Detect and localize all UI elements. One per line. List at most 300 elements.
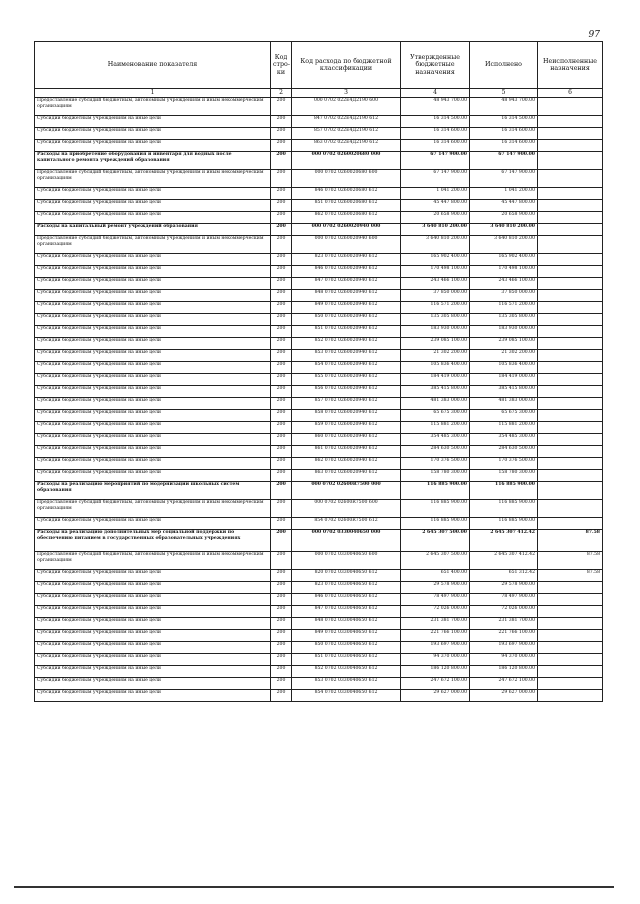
line-code-cell: 200 <box>271 314 292 326</box>
executed-cell: 481 383 000.00 <box>470 398 538 410</box>
unexecuted-cell <box>538 266 603 278</box>
expense-code-cell: 850 0702 0330040650 612 <box>292 642 401 654</box>
line-code-cell: 200 <box>271 128 292 140</box>
expense-code-cell: 851 0702 0260020680 612 <box>292 200 401 212</box>
line-code-cell: 200 <box>271 552 292 570</box>
table-row <box>35 362 603 374</box>
executed-cell: 1 041 200.00 <box>470 188 538 200</box>
line-code-cell: 200 <box>271 170 292 188</box>
executed-cell: 193 697 900.00 <box>470 642 538 654</box>
approved-cell: 184 419 000.00 <box>401 374 470 386</box>
line-code-cell: 200 <box>271 152 292 170</box>
table-row <box>35 170 603 188</box>
executed-cell: 16 314 600.00 <box>470 128 538 140</box>
unexecuted-cell <box>538 482 603 500</box>
executed-cell: 184 419 000.00 <box>470 374 538 386</box>
line-code-cell: 200 <box>271 446 292 458</box>
header-unexecuted: Неисполненные назначения <box>538 42 603 89</box>
executed-cell: 170 498 100.00 <box>470 266 538 278</box>
approved-cell: 170 498 100.00 <box>401 266 470 278</box>
name-cell: Субсидии бюджетным учреждениям на иные цели <box>35 362 271 374</box>
unexecuted-cell <box>538 200 603 212</box>
executed-cell: 67 147 900.00 <box>470 170 538 188</box>
line-code-cell: 200 <box>271 410 292 422</box>
expense-code-cell: 862 0702 0260020680 612 <box>292 212 401 224</box>
table-row <box>35 152 603 170</box>
executed-cell: 37 850 000.00 <box>470 290 538 302</box>
line-code-cell: 200 <box>271 642 292 654</box>
unexecuted-cell <box>538 642 603 654</box>
line-code-cell: 200 <box>271 254 292 266</box>
name-cell: Субсидии бюджетным учреждениям на иные цели <box>35 458 271 470</box>
line-code-cell: 200 <box>271 582 292 594</box>
approved-cell: 94 370 000.00 <box>401 654 470 666</box>
unexecuted-cell <box>538 470 603 482</box>
executed-cell: 116 571 200.00 <box>470 302 538 314</box>
approved-cell: 3 640 810 200.00 <box>401 236 470 254</box>
table-row <box>35 690 603 702</box>
unexecuted-cell <box>538 350 603 362</box>
executed-cell: 45 447 800.00 <box>470 200 538 212</box>
expense-code-cell: 854 0702 0330040650 612 <box>292 690 401 702</box>
table-row <box>35 266 603 278</box>
unexecuted-cell <box>538 594 603 606</box>
executed-cell: 16 314 600.00 <box>470 140 538 152</box>
unexecuted-cell <box>538 338 603 350</box>
unexecuted-cell: 87.58 <box>538 530 603 552</box>
expense-code-cell: 857 0702 022Е4Д2190 612 <box>292 128 401 140</box>
table-row <box>35 398 603 410</box>
unexecuted-cell <box>538 690 603 702</box>
executed-cell: 2 645 307 412.42 <box>470 552 538 570</box>
unexecuted-cell <box>538 224 603 236</box>
unexecuted-cell <box>538 236 603 254</box>
executed-cell: 20 658 900.00 <box>470 212 538 224</box>
expense-code-cell: 000 0702 0330040650 000 <box>292 530 401 552</box>
table-body <box>35 98 603 702</box>
executed-cell: 3 640 810 200.00 <box>470 236 538 254</box>
table-row <box>35 236 603 254</box>
name-cell: Расходы на приобретение оборудования и инвентаря для водных после капитального ремонта учреждений образования <box>35 152 271 170</box>
line-code-cell: 200 <box>271 362 292 374</box>
expense-code-cell: 860 0702 0260020940 612 <box>292 434 401 446</box>
expense-code-cell: 847 0702 0330040650 612 <box>292 606 401 618</box>
line-code-cell: 200 <box>271 224 292 236</box>
table-row <box>35 278 603 290</box>
unexecuted-cell <box>538 314 603 326</box>
expense-code-cell: 857 0702 0260020940 612 <box>292 398 401 410</box>
table-row <box>35 518 603 530</box>
expense-code-cell: 856 0702 0260020940 612 <box>292 386 401 398</box>
executed-cell: 183 930 000.00 <box>470 326 538 338</box>
unexecuted-cell <box>538 212 603 224</box>
executed-cell: 135 305 800.00 <box>470 314 538 326</box>
column-number: 3 <box>292 89 401 98</box>
line-code-cell: 200 <box>271 500 292 518</box>
line-code-cell: 200 <box>271 654 292 666</box>
executed-cell: 48 943 700.00 <box>470 98 538 116</box>
expense-code-cell: 846 0702 0330040650 612 <box>292 594 401 606</box>
expense-code-cell: 848 0702 0260020940 612 <box>292 290 401 302</box>
line-code-cell: 200 <box>271 434 292 446</box>
approved-cell: 135 305 800.00 <box>401 314 470 326</box>
unexecuted-cell <box>538 500 603 518</box>
executed-cell: 72 026 000.00 <box>470 606 538 618</box>
table-row <box>35 128 603 140</box>
executed-cell: 3 640 810 200.00 <box>470 224 538 236</box>
line-code-cell: 200 <box>271 422 292 434</box>
expense-code-cell: 000 0702 0260020680 600 <box>292 170 401 188</box>
table-row <box>35 116 603 128</box>
approved-cell: 65 675 300.00 <box>401 410 470 422</box>
executed-cell: 29 578 900.00 <box>470 582 538 594</box>
expense-code-cell: 823 0702 0260020940 612 <box>292 254 401 266</box>
line-code-cell: 200 <box>271 666 292 678</box>
column-number: 6 <box>538 89 603 98</box>
unexecuted-cell <box>538 116 603 128</box>
line-code-cell: 200 <box>271 116 292 128</box>
expense-code-cell: 863 0702 0260020940 612 <box>292 470 401 482</box>
name-cell: Субсидии бюджетным учреждениям на иные цели <box>35 278 271 290</box>
unexecuted-cell <box>538 630 603 642</box>
name-cell: Субсидии бюджетным учреждениям на иные цели <box>35 422 271 434</box>
executed-cell: 116 885 900.00 <box>470 518 538 530</box>
name-cell: Предоставление субсидий бюджетным, автономным учреждениям и иным некоммерческим организациям <box>35 170 271 188</box>
unexecuted-cell: 87.58 <box>538 570 603 582</box>
table-row <box>35 618 603 630</box>
approved-cell: 105 836 400.00 <box>401 362 470 374</box>
approved-cell: 3 640 810 200.00 <box>401 224 470 236</box>
name-cell: Предоставление субсидий бюджетным, автономным учреждениям и иным некоммерческим организациям <box>35 236 271 254</box>
executed-cell: 231 381 700.00 <box>470 618 538 630</box>
unexecuted-cell <box>538 446 603 458</box>
approved-cell: 21 302 200.00 <box>401 350 470 362</box>
header-executed: Исполнено <box>470 42 538 89</box>
expense-code-cell: 000 0702 02600R7500 000 <box>292 482 401 500</box>
name-cell: Субсидии бюджетным учреждениям на иные цели <box>35 410 271 422</box>
approved-cell: 481 383 000.00 <box>401 398 470 410</box>
unexecuted-cell <box>538 410 603 422</box>
unexecuted-cell <box>538 582 603 594</box>
executed-cell: 78 497 900.00 <box>470 594 538 606</box>
line-code-cell: 200 <box>271 482 292 500</box>
table-row <box>35 654 603 666</box>
name-cell: Предоставление субсидий бюджетным, автономным учреждениям и иным некоммерческим организациям <box>35 98 271 116</box>
approved-cell: 116 885 900.00 <box>401 500 470 518</box>
table-row <box>35 290 603 302</box>
approved-cell: 67 147 900.00 <box>401 152 470 170</box>
name-cell: Субсидии бюджетным учреждениям на иные цели <box>35 386 271 398</box>
approved-cell: 116 571 200.00 <box>401 302 470 314</box>
executed-cell: 105 836 400.00 <box>470 362 538 374</box>
table-row <box>35 530 603 552</box>
expense-code-cell: 853 0702 0330040650 612 <box>292 678 401 690</box>
approved-cell: 247 672 100.00 <box>401 678 470 690</box>
table-row <box>35 642 603 654</box>
name-cell: Субсидии бюджетным учреждениям на иные цели <box>35 654 271 666</box>
approved-cell: 651 400.00 <box>401 570 470 582</box>
header-line-code: Код стро-ки <box>271 42 292 89</box>
expense-code-cell: 000 0702 022Е4Д2190 600 <box>292 98 401 116</box>
table-row <box>35 140 603 152</box>
executed-cell: 94 370 000.00 <box>470 654 538 666</box>
name-cell: Субсидии бюджетным учреждениям на иные цели <box>35 188 271 200</box>
column-number: 5 <box>470 89 538 98</box>
unexecuted-cell <box>538 152 603 170</box>
name-cell: Субсидии бюджетным учреждениям на иные цели <box>35 398 271 410</box>
expense-code-cell: 000 0702 02600R7500 600 <box>292 500 401 518</box>
line-code-cell: 200 <box>271 678 292 690</box>
name-cell: Субсидии бюджетным учреждениям на иные цели <box>35 618 271 630</box>
name-cell: Субсидии бюджетным учреждениям на иные цели <box>35 434 271 446</box>
executed-cell: 116 885 900.00 <box>470 482 538 500</box>
name-cell: Субсидии бюджетным учреждениям на иные цели <box>35 690 271 702</box>
executed-cell: 65 675 300.00 <box>470 410 538 422</box>
unexecuted-cell <box>538 422 603 434</box>
table-row <box>35 410 603 422</box>
expense-code-cell: 855 0702 0260020940 612 <box>292 374 401 386</box>
unexecuted-cell <box>538 666 603 678</box>
expense-code-cell: 862 0702 0260020940 612 <box>292 458 401 470</box>
name-cell: Предоставление субсидий бюджетным, автономным учреждениям и иным некоммерческим организациям <box>35 500 271 518</box>
expense-code-cell: 847 0702 022Е4Д2190 612 <box>292 116 401 128</box>
line-code-cell: 200 <box>271 570 292 582</box>
line-code-cell: 200 <box>271 302 292 314</box>
table-row <box>35 200 603 212</box>
approved-cell: 284 630 500.00 <box>401 446 470 458</box>
name-cell: Субсидии бюджетным учреждениям на иные цели <box>35 326 271 338</box>
approved-cell: 16 314 600.00 <box>401 140 470 152</box>
unexecuted-cell <box>538 302 603 314</box>
approved-cell: 221 766 100.00 <box>401 630 470 642</box>
name-cell: Расходы на реализацию дополнительных мер социальной поддержки по обеспечению питанием в государственных образовательных учреждениях <box>35 530 271 552</box>
unexecuted-cell <box>538 654 603 666</box>
unexecuted-cell <box>538 326 603 338</box>
table-row <box>35 350 603 362</box>
line-code-cell: 200 <box>271 530 292 552</box>
line-code-cell: 200 <box>271 594 292 606</box>
table-row <box>35 482 603 500</box>
table-row <box>35 386 603 398</box>
table-row <box>35 458 603 470</box>
approved-cell: 186 120 800.00 <box>401 666 470 678</box>
unexecuted-cell <box>538 170 603 188</box>
approved-cell: 116 885 900.00 <box>401 518 470 530</box>
executed-cell: 243 466 100.00 <box>470 278 538 290</box>
executed-cell: 239 085 100.00 <box>470 338 538 350</box>
expense-code-cell: 850 0702 0260020940 612 <box>292 314 401 326</box>
executed-cell: 67 147 900.00 <box>470 152 538 170</box>
approved-cell: 183 930 000.00 <box>401 326 470 338</box>
approved-cell: 48 943 700.00 <box>401 98 470 116</box>
line-code-cell: 200 <box>271 518 292 530</box>
line-code-cell: 200 <box>271 290 292 302</box>
line-code-cell: 200 <box>271 470 292 482</box>
table-row <box>35 254 603 266</box>
line-code-cell: 200 <box>271 386 292 398</box>
expense-code-cell: 000 0702 0260020940 000 <box>292 224 401 236</box>
line-code-cell: 200 <box>271 606 292 618</box>
unexecuted-cell <box>538 98 603 116</box>
approved-cell: 72 026 000.00 <box>401 606 470 618</box>
name-cell: Расходы на реализацию мероприятий по модернизации школьных систем образования <box>35 482 271 500</box>
table-row <box>35 594 603 606</box>
line-code-cell: 200 <box>271 98 292 116</box>
executed-cell: 651 312.42 <box>470 570 538 582</box>
column-number: 2 <box>271 89 292 98</box>
unexecuted-cell <box>538 254 603 266</box>
expense-code-cell: 849 0702 0330040650 612 <box>292 630 401 642</box>
unexecuted-cell <box>538 518 603 530</box>
expense-code-cell: 848 0702 0330040650 612 <box>292 618 401 630</box>
approved-cell: 2 645 307 500.00 <box>401 552 470 570</box>
unexecuted-cell <box>538 386 603 398</box>
name-cell: Субсидии бюджетным учреждениям на иные цели <box>35 212 271 224</box>
table-row <box>35 374 603 386</box>
unexecuted-cell <box>538 140 603 152</box>
name-cell: Субсидии бюджетным учреждениям на иные цели <box>35 350 271 362</box>
expense-code-cell: 000 0702 0330040650 600 <box>292 552 401 570</box>
line-code-cell: 200 <box>271 212 292 224</box>
expense-code-cell: 863 0702 022Е4Д2190 612 <box>292 140 401 152</box>
name-cell: Субсидии бюджетным учреждениям на иные цели <box>35 678 271 690</box>
approved-cell: 354 485 300.00 <box>401 434 470 446</box>
line-code-cell: 200 <box>271 326 292 338</box>
expense-code-cell: 852 0702 0260020940 612 <box>292 338 401 350</box>
unexecuted-cell <box>538 290 603 302</box>
executed-cell: 354 485 300.00 <box>470 434 538 446</box>
executed-cell: 186 120 800.00 <box>470 666 538 678</box>
unexecuted-cell <box>538 362 603 374</box>
table-row <box>35 338 603 350</box>
approved-cell: 116 885 900.00 <box>401 482 470 500</box>
name-cell: Субсидии бюджетным учреждениям на иные цели <box>35 374 271 386</box>
table-row <box>35 446 603 458</box>
table-row <box>35 314 603 326</box>
expense-code-cell: 854 0702 02600R7500 612 <box>292 518 401 530</box>
name-cell: Субсидии бюджетным учреждениям на иные цели <box>35 570 271 582</box>
line-code-cell: 200 <box>271 374 292 386</box>
header-name: Наименование показателя <box>35 42 271 89</box>
approved-cell: 1 041 200.00 <box>401 188 470 200</box>
unexecuted-cell <box>538 128 603 140</box>
approved-cell: 239 085 100.00 <box>401 338 470 350</box>
line-code-cell: 200 <box>271 278 292 290</box>
table-row <box>35 630 603 642</box>
table-row <box>35 570 603 582</box>
approved-cell: 193 697 900.00 <box>401 642 470 654</box>
executed-cell: 115 881 200.00 <box>470 422 538 434</box>
approved-cell: 29 578 900.00 <box>401 582 470 594</box>
name-cell: Субсидии бюджетным учреждениям на иные цели <box>35 446 271 458</box>
approved-cell: 170 376 500.00 <box>401 458 470 470</box>
table-row <box>35 98 603 116</box>
expense-code-cell: 000 0702 0260020680 000 <box>292 152 401 170</box>
expense-code-cell: 858 0702 0260020940 612 <box>292 410 401 422</box>
header-row <box>35 42 603 89</box>
approved-cell: 29 627 000.00 <box>401 690 470 702</box>
table-row <box>35 552 603 570</box>
approved-cell: 16 314 500.00 <box>401 116 470 128</box>
header-approved: Утвержденные бюджетные назначения <box>401 42 470 89</box>
approved-cell: 16 314 600.00 <box>401 128 470 140</box>
page-number: 97 <box>588 30 600 40</box>
name-cell: Субсидии бюджетным учреждениям на иные цели <box>35 470 271 482</box>
expense-code-cell: 852 0702 0330040650 612 <box>292 666 401 678</box>
expense-code-cell: 847 0702 0260020940 612 <box>292 278 401 290</box>
line-code-cell: 200 <box>271 338 292 350</box>
line-code-cell: 200 <box>271 200 292 212</box>
line-code-cell: 200 <box>271 690 292 702</box>
table-row <box>35 212 603 224</box>
line-code-cell: 200 <box>271 188 292 200</box>
name-cell: Субсидии бюджетным учреждениям на иные цели <box>35 128 271 140</box>
approved-cell: 45 447 800.00 <box>401 200 470 212</box>
executed-cell: 29 627 000.00 <box>470 690 538 702</box>
header-expense-code: Код расхода по бюджетной классификации <box>292 42 401 89</box>
executed-cell: 116 885 900.00 <box>470 500 538 518</box>
approved-cell: 115 881 200.00 <box>401 422 470 434</box>
expense-code-cell: 000 0702 0260020940 600 <box>292 236 401 254</box>
approved-cell: 20 658 900.00 <box>401 212 470 224</box>
name-cell: Субсидии бюджетным учреждениям на иные цели <box>35 338 271 350</box>
executed-cell: 284 630 500.00 <box>470 446 538 458</box>
name-cell: Расходы на капитальный ремонт учреждений образования <box>35 224 271 236</box>
executed-cell: 158 780 300.00 <box>470 470 538 482</box>
expense-code-cell: 859 0702 0260020940 612 <box>292 422 401 434</box>
bottom-divider <box>14 886 614 888</box>
approved-cell: 37 850 000.00 <box>401 290 470 302</box>
budget-report-table <box>34 41 603 702</box>
line-code-cell: 200 <box>271 350 292 362</box>
unexecuted-cell <box>538 458 603 470</box>
expense-code-cell: 846 0702 0260020680 612 <box>292 188 401 200</box>
executed-cell: 16 314 500.00 <box>470 116 538 128</box>
line-code-cell: 200 <box>271 458 292 470</box>
table-row <box>35 224 603 236</box>
approved-cell: 67 147 900.00 <box>401 170 470 188</box>
table-row <box>35 302 603 314</box>
expense-code-cell: 823 0702 0330040650 612 <box>292 582 401 594</box>
table-row <box>35 326 603 338</box>
executed-cell: 165 902 400.00 <box>470 254 538 266</box>
expense-code-cell: 849 0702 0260020940 612 <box>292 302 401 314</box>
name-cell: Субсидии бюджетным учреждениям на иные цели <box>35 606 271 618</box>
name-cell: Субсидии бюджетным учреждениям на иные цели <box>35 200 271 212</box>
name-cell: Субсидии бюджетным учреждениям на иные цели <box>35 582 271 594</box>
column-number: 1 <box>35 89 271 98</box>
approved-cell: 2 645 307 500.00 <box>401 530 470 552</box>
name-cell: Субсидии бюджетным учреждениям на иные цели <box>35 254 271 266</box>
approved-cell: 165 902 400.00 <box>401 254 470 266</box>
unexecuted-cell <box>538 188 603 200</box>
executed-cell: 247 672 100.00 <box>470 678 538 690</box>
name-cell: Субсидии бюджетным учреждениям на иные цели <box>35 116 271 128</box>
approved-cell: 385 415 800.00 <box>401 386 470 398</box>
unexecuted-cell <box>538 606 603 618</box>
expense-code-cell: 820 0702 0330040650 612 <box>292 570 401 582</box>
expense-code-cell: 851 0702 0260020940 612 <box>292 326 401 338</box>
expense-code-cell: 846 0702 0260020940 612 <box>292 266 401 278</box>
table-row <box>35 606 603 618</box>
name-cell: Субсидии бюджетным учреждениям на иные цели <box>35 314 271 326</box>
expense-code-cell: 851 0702 0330040650 612 <box>292 654 401 666</box>
approved-cell: 158 780 300.00 <box>401 470 470 482</box>
unexecuted-cell <box>538 618 603 630</box>
name-cell: Субсидии бюджетным учреждениям на иные цели <box>35 290 271 302</box>
line-code-cell: 200 <box>271 266 292 278</box>
unexecuted-cell <box>538 278 603 290</box>
